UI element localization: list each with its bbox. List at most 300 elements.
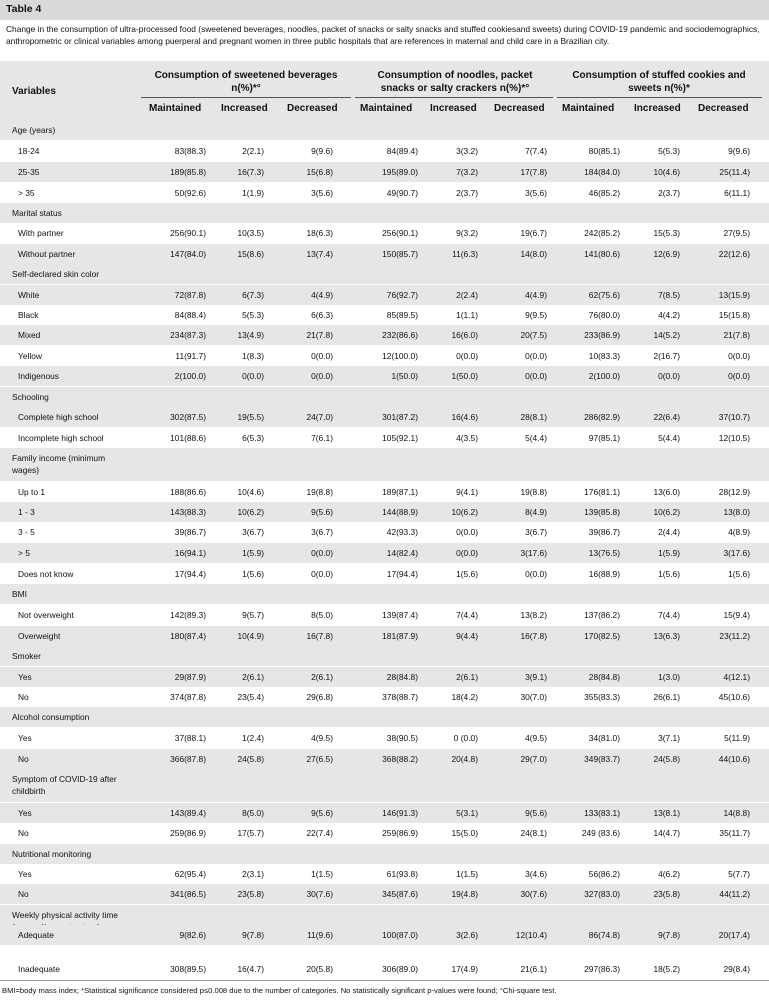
- table-cell: 3(3.2): [456, 145, 478, 156]
- table-row: [0, 285, 769, 305]
- table-cell: 14(5.2): [653, 329, 680, 340]
- table-cell: 18(6.3): [306, 227, 333, 238]
- table-row: [0, 564, 769, 584]
- row-label: > 35: [18, 187, 35, 198]
- table-cell: 256(90.1): [170, 227, 206, 238]
- table-cell: 72(87.8): [174, 289, 206, 300]
- table-cell: 1(1.5): [311, 868, 333, 879]
- table-cell: 22(6.4): [653, 411, 680, 422]
- group-underline: [355, 97, 553, 98]
- table-cell: 2(100.0): [588, 370, 620, 381]
- table-cell: 9(82.6): [179, 929, 206, 940]
- group-underline: [141, 97, 351, 98]
- table-cell: 24(7.0): [306, 411, 333, 422]
- table-cell: 19(8.8): [306, 486, 333, 497]
- table-cell: 141(80.6): [584, 248, 620, 259]
- table-cell: 37(88.1): [174, 732, 206, 743]
- section-row: [0, 387, 769, 407]
- table-cell: 4(9.5): [311, 732, 333, 743]
- table-cell: 86(74.8): [588, 929, 620, 940]
- table-cell: 1(5.6): [456, 568, 478, 579]
- table-cell: 7(4.4): [658, 609, 680, 620]
- table-cell: 20(4.8): [451, 753, 478, 764]
- row-label: Not overweight: [18, 609, 74, 620]
- section-row: [0, 769, 769, 802]
- table-cell: 84(89.4): [386, 145, 418, 156]
- table-cell: 76(80.0): [588, 309, 620, 320]
- group-header-noodles: [355, 69, 555, 95]
- table-cell: 9(5.7): [242, 609, 264, 620]
- table-cell: 30(7.0): [520, 691, 547, 702]
- group-header-cookies: [556, 69, 762, 95]
- table-cell: 13(15.9): [718, 289, 750, 300]
- table-cell: 83(88.3): [174, 145, 206, 156]
- section-row: [0, 264, 769, 284]
- table-cell: 16(94.1): [174, 547, 206, 558]
- sub-header: Decreased: [287, 103, 338, 114]
- row-label: Yes: [18, 868, 32, 879]
- row-label: Schooling: [12, 391, 49, 402]
- table-cell: 4(6.2): [658, 868, 680, 879]
- table-cell: 189(87.1): [382, 486, 418, 497]
- sub-header: Decreased: [698, 103, 749, 114]
- table-cell: 1(50.0): [391, 370, 418, 381]
- table-footnote: BMI=body mass index; *Statistical significance considered p≤0.008 due to the number of categories. No statistically significant p-values were found; °Chi-square test.: [2, 986, 557, 995]
- table-cell: 24(5.8): [653, 753, 680, 764]
- table-cell: 20(17.4): [718, 929, 750, 940]
- table-cell: 366(87.8): [170, 753, 206, 764]
- table-title: Table 4: [6, 3, 42, 15]
- row-label: Inadequate: [18, 963, 60, 974]
- table-cell: 21(6.1): [520, 963, 547, 974]
- table-cell: 195(89.0): [382, 166, 418, 177]
- table-cell: 249 (83.6): [581, 827, 620, 838]
- table-cell: 80(85.1): [588, 145, 620, 156]
- table-cell: 2(6.1): [311, 671, 333, 682]
- section-row: [0, 646, 769, 666]
- table-cell: 139(85.8): [584, 506, 620, 517]
- row-label: Mixed: [18, 329, 41, 340]
- group-header-line: snacks or salty crackers n(%)*°: [380, 83, 530, 94]
- row-label: Incomplete high school: [18, 432, 104, 443]
- row-label: Self-declared skin color: [12, 268, 100, 279]
- row-label: Alcohol consumption: [12, 711, 90, 722]
- table-cell: 7(7.4): [525, 145, 547, 156]
- table-cell: 16(88.9): [588, 568, 620, 579]
- sub-header: Maintained: [562, 103, 615, 114]
- table-cell: 2(2.1): [242, 145, 264, 156]
- table-cell: 25(11.4): [719, 166, 750, 177]
- table-cell: 4(3.5): [456, 432, 478, 443]
- group-header-line: Consumption of sweetened beverages: [154, 70, 338, 81]
- table-cell: 3(17.6): [723, 547, 750, 558]
- table-row: [0, 407, 769, 427]
- table-cell: 4(4.9): [311, 289, 333, 300]
- table-cell: 15(8.6): [237, 248, 264, 259]
- table-cell: 8(5.0): [242, 807, 264, 818]
- table-cell: 259(86.9): [382, 827, 418, 838]
- table-cell: 189(85.8): [170, 166, 206, 177]
- table-cell: 22(12.6): [718, 248, 750, 259]
- group-header-beverages: [140, 69, 352, 95]
- table-cell: 327(83.0): [584, 888, 620, 899]
- table-row: [0, 823, 769, 843]
- table-cell: 39(86.7): [588, 526, 620, 537]
- table-cell: 2(3.7): [456, 187, 478, 198]
- table-cell: 15(5.3): [653, 227, 680, 238]
- table-row: [0, 305, 769, 325]
- table-cell: 1(5.6): [728, 568, 750, 579]
- table-row: [0, 366, 769, 386]
- table-cell: 3(9.1): [525, 671, 547, 682]
- table-cell: 13(8.2): [520, 609, 547, 620]
- table-cell: 14(82.4): [386, 547, 418, 558]
- table-cell: 27(6.5): [306, 753, 333, 764]
- table-cell: 5(11.9): [724, 732, 750, 743]
- table-cell: 19(8.8): [520, 486, 547, 497]
- table-cell: 1(8.3): [242, 350, 264, 361]
- table-cell: 44(10.6): [718, 753, 750, 764]
- table-cell: 4(8.9): [728, 526, 750, 537]
- table-cell: 15(5.0): [451, 827, 478, 838]
- table-cell: 19(4.8): [451, 888, 478, 899]
- table-cell: 3(6.7): [311, 526, 333, 537]
- section-row: [0, 707, 769, 727]
- table-cell: 12(6.9): [653, 248, 680, 259]
- group-header-line: n(%)*°: [231, 83, 261, 94]
- table-cell: 85(89.5): [386, 309, 418, 320]
- table-cell: 20(7.5): [520, 329, 547, 340]
- table-cell: 3(5.6): [311, 187, 333, 198]
- group-header-line: sweets n(%)*: [628, 83, 690, 94]
- table-cell: 4(4.9): [525, 289, 547, 300]
- table-cell: 24(5.8): [237, 753, 264, 764]
- row-label: 18-24: [18, 145, 40, 156]
- table-cell: 0(0.0): [525, 568, 547, 579]
- table-cell: 17(5.7): [237, 827, 264, 838]
- table-cell: 21(7.8): [723, 329, 750, 340]
- row-label: Smoker: [12, 650, 41, 661]
- table-cell: 13(4.9): [237, 329, 264, 340]
- table-row: [0, 141, 769, 161]
- table-cell: 42(93.3): [386, 526, 418, 537]
- table-cell: 170(82.5): [584, 630, 620, 641]
- sub-header: Increased: [634, 103, 681, 114]
- table-cell: 308(89.5): [170, 963, 206, 974]
- table-cell: 50(92.6): [174, 187, 206, 198]
- row-label: Age (years): [12, 124, 56, 135]
- table-cell: 5(4.4): [525, 432, 547, 443]
- table-cell: 302(87.5): [170, 411, 206, 422]
- table-row: [0, 687, 769, 707]
- table-cell: 19(5.5): [237, 411, 264, 422]
- table-cell: 39(86.7): [174, 526, 206, 537]
- table-cell: 23(5.4): [237, 691, 264, 702]
- table-cell: 13(6.3): [653, 630, 680, 641]
- table-cell: 45(10.6): [718, 691, 750, 702]
- table-cell: 2(6.1): [242, 671, 264, 682]
- table-cell: 44(11.2): [719, 888, 750, 899]
- table-cell: 28(12.9): [718, 486, 750, 497]
- row-label: Yellow: [18, 350, 42, 361]
- table-row: [0, 346, 769, 366]
- table-cell: 26(6.1): [653, 691, 680, 702]
- table-row: [0, 223, 769, 243]
- table-cell: 10(83.3): [588, 350, 620, 361]
- table-cell: 0(0.0): [525, 350, 547, 361]
- table-cell: 1(3.0): [658, 671, 680, 682]
- table-cell: 7(3.2): [456, 166, 478, 177]
- table-row: [0, 325, 769, 345]
- table-cell: 232(86.6): [382, 329, 418, 340]
- table-cell: 17(7.8): [520, 166, 547, 177]
- table-cell: 56(86.2): [588, 868, 620, 879]
- table-cell: 1(1.5): [456, 868, 478, 879]
- table-cell: 28(84.8): [386, 671, 418, 682]
- table-cell: 181(87.9): [382, 630, 418, 641]
- table-cell: 233(86.9): [584, 329, 620, 340]
- table-cell: 13(7.4): [306, 248, 333, 259]
- table-cell: 2(3.7): [658, 187, 680, 198]
- table-row: [0, 428, 769, 448]
- table-cell: 10(4.6): [653, 166, 680, 177]
- table-cell: 5(4.4): [658, 432, 680, 443]
- row-label: Overweight: [18, 630, 61, 641]
- row-label: Yes: [18, 671, 32, 682]
- table-cell: 29(6.8): [306, 691, 333, 702]
- table-cell: 27(9.5): [723, 227, 750, 238]
- table-cell: 16(4.7): [237, 963, 264, 974]
- table-row: [0, 884, 769, 904]
- table-cell: 137(86.2): [584, 609, 620, 620]
- table-cell: 180(87.4): [170, 630, 206, 641]
- table-cell: 188(86.6): [170, 486, 206, 497]
- table-cell: 24(8.1): [520, 827, 547, 838]
- table-cell: 3(4.6): [525, 868, 547, 879]
- table-cell: 1(1.9): [242, 187, 264, 198]
- table-cell: 0(0.0): [311, 547, 333, 558]
- table-cell: 12(10.4): [515, 929, 547, 940]
- table-cell: 14(8.8): [723, 807, 750, 818]
- table-cell: 10(6.2): [237, 506, 264, 517]
- table-row: [0, 502, 769, 522]
- table-cell: 234(87.3): [170, 329, 206, 340]
- group-header-line: Consumption of stuffed cookies and: [572, 70, 746, 81]
- table-cell: 0(0.0): [728, 350, 750, 361]
- table-cell: 6(5.3): [242, 432, 264, 443]
- table-cell: 10(6.2): [653, 506, 680, 517]
- row-label: Complete high school: [18, 411, 99, 422]
- table-cell: 97(85.1): [588, 432, 620, 443]
- table-cell: 9(3.2): [456, 227, 478, 238]
- table-cell: 6(11.1): [724, 187, 750, 198]
- section-row: [0, 120, 769, 140]
- table-cell: 10(3.5): [237, 227, 264, 238]
- sub-header: Maintained: [360, 103, 413, 114]
- table-cell: 0(0.0): [311, 370, 333, 381]
- table-cell: 30(7.6): [520, 888, 547, 899]
- table-cell: 23(5.8): [237, 888, 264, 899]
- table-cell: 11(91.7): [175, 350, 206, 361]
- table-cell: 4(9.5): [525, 732, 547, 743]
- table-cell: 142(89.3): [170, 609, 206, 620]
- table-cell: 1(5.6): [242, 568, 264, 579]
- table-cell: 1(50.0): [451, 370, 478, 381]
- table-cell: 20(5.8): [306, 963, 333, 974]
- table-cell: 9(9.5): [525, 309, 547, 320]
- table-cell: 19(6.7): [520, 227, 547, 238]
- table-cell: 10(4.9): [237, 630, 264, 641]
- table-cell: 7(6.1): [311, 432, 333, 443]
- table-cell: 23(11.2): [719, 630, 750, 641]
- row-label: No: [18, 753, 29, 764]
- row-label: Family income (minimum wages): [12, 453, 106, 475]
- table-row: [0, 925, 769, 945]
- row-label: 25-35: [18, 166, 40, 177]
- table-row: [0, 749, 769, 769]
- table-cell: 3(5.6): [525, 187, 547, 198]
- table-cell: 29(8.4): [723, 963, 750, 974]
- table-cell: 13(76.5): [588, 547, 620, 558]
- table-cell: 345(87.6): [382, 888, 418, 899]
- table-cell: 2(100.0): [174, 370, 206, 381]
- table-cell: 62(95.4): [174, 868, 206, 879]
- table-cell: 139(87.4): [382, 609, 418, 620]
- table-cell: 3(17.6): [520, 547, 547, 558]
- table-caption: Change in the consumption of ultra-processed food (sweetened beverages, noodles, packet of snacks or salty snacks and stuffed cookiesand sweets) during COVID-19 pandemic and sociodemographics, anthropometric or clinical variables among puerperal and pregnant women in three public hospitals that are references in maternal and child care in a Brazilian city.: [6, 24, 760, 47]
- table-cell: 29(87.9): [174, 671, 206, 682]
- table-cell: 6(6.3): [311, 309, 333, 320]
- table-cell: 1(5.6): [658, 568, 680, 579]
- table-cell: 5(5.3): [658, 145, 680, 156]
- table-cell: 105(92.1): [382, 432, 418, 443]
- row-label: White: [18, 289, 40, 300]
- table-cell: 0(0.0): [658, 370, 680, 381]
- table-row: [0, 162, 769, 182]
- table-cell: 256(90.1): [382, 227, 418, 238]
- table-cell: 7(4.4): [456, 609, 478, 620]
- row-label: No: [18, 888, 29, 899]
- table-cell: 301(87.2): [382, 411, 418, 422]
- table-cell: 306(89.0): [382, 963, 418, 974]
- table-cell: 16(4.6): [451, 411, 478, 422]
- table-cell: 286(82.9): [584, 411, 620, 422]
- table-cell: 3(7.1): [658, 732, 680, 743]
- group-underline: [557, 97, 762, 98]
- table-cell: 368(88.2): [382, 753, 418, 764]
- table-cell: 133(83.1): [584, 807, 620, 818]
- table-cell: 143(89.4): [170, 807, 206, 818]
- table-cell: 16(6.0): [451, 329, 478, 340]
- row-label: > 5: [18, 547, 30, 558]
- table-cell: 242(85.2): [584, 227, 620, 238]
- table-cell: 17(94.4): [386, 568, 418, 579]
- table-cell: 0(0.0): [456, 526, 478, 537]
- table-cell: 15(6.8): [306, 166, 333, 177]
- table-cell: 100(87.0): [382, 929, 418, 940]
- table-cell: 35(11.7): [719, 827, 750, 838]
- table-cell: 62(75.6): [588, 289, 620, 300]
- table-cell: 0(0.0): [456, 547, 478, 558]
- table-row: [0, 667, 769, 687]
- table-cell: 150(85.7): [382, 248, 418, 259]
- table-cell: 5(5.3): [242, 309, 264, 320]
- table-cell: 9(7.8): [658, 929, 680, 940]
- table-cell: 9(5.6): [311, 506, 333, 517]
- sub-header: Maintained: [149, 103, 202, 114]
- table-cell: 17(4.9): [451, 963, 478, 974]
- table-cell: 259(86.9): [170, 827, 206, 838]
- table-cell: 297(86.3): [584, 963, 620, 974]
- sub-header: Increased: [430, 103, 477, 114]
- table-cell: 34(81.0): [588, 732, 620, 743]
- table-cell: 11(9.6): [307, 929, 333, 940]
- table-cell: 4(12.1): [723, 671, 750, 682]
- table-cell: 28(8.1): [520, 411, 547, 422]
- table-cell: 374(87.8): [170, 691, 206, 702]
- table-row: [0, 543, 769, 563]
- table-cell: 378(88.7): [382, 691, 418, 702]
- table-cell: 9(9.6): [728, 145, 750, 156]
- table-cell: 0(0.0): [311, 350, 333, 361]
- table-row: [0, 728, 769, 748]
- section-row: [0, 844, 769, 864]
- table-cell: 3(6.7): [242, 526, 264, 537]
- table-cell: 28(84.8): [588, 671, 620, 682]
- table-cell: 1(5.9): [242, 547, 264, 558]
- table-cell: 18(4.2): [451, 691, 478, 702]
- row-label: Indigenous: [18, 370, 59, 381]
- table-cell: 76(92.7): [386, 289, 418, 300]
- table-cell: 0 (0.0): [453, 732, 478, 743]
- table-cell: 3(2.6): [456, 929, 478, 940]
- section-row: [0, 448, 769, 481]
- table-cell: 13(8.0): [723, 506, 750, 517]
- table-cell: 15(9.4): [723, 609, 750, 620]
- row-label: Nutritional monitoring: [12, 848, 92, 859]
- table-cell: 29(7.0): [520, 753, 547, 764]
- group-header-line: Consumption of noodles, packet: [377, 70, 533, 81]
- variables-header: Variables: [12, 86, 56, 97]
- table-row: [0, 482, 769, 502]
- table-cell: 355(83.3): [584, 691, 620, 702]
- row-label: 3 - 5: [18, 526, 35, 537]
- table-cell: 16(7.8): [520, 630, 547, 641]
- row-label: Yes: [18, 732, 32, 743]
- table-cell: 7(8.5): [658, 289, 680, 300]
- table-row: [0, 244, 769, 264]
- table-cell: 9(5.6): [311, 807, 333, 818]
- table-cell: 49(90.7): [386, 187, 418, 198]
- sub-header: Increased: [221, 103, 268, 114]
- section-row: [0, 584, 769, 604]
- table-cell: 1(2.4): [242, 732, 264, 743]
- table-cell: 1(5.9): [658, 547, 680, 558]
- table-row: [0, 605, 769, 625]
- table-cell: 13(8.1): [653, 807, 680, 818]
- table-cell: 0(0.0): [456, 350, 478, 361]
- table-cell: 38(90.5): [386, 732, 418, 743]
- row-label: Adequate: [18, 929, 54, 940]
- table-cell: 61(93.8): [386, 868, 418, 879]
- table-cell: 9(4.4): [456, 630, 478, 641]
- table-cell: 16(7.8): [306, 630, 333, 641]
- table-cell: 6(7.3): [242, 289, 264, 300]
- table-cell: 4(4.2): [658, 309, 680, 320]
- table-cell: 0(0.0): [242, 370, 264, 381]
- table-title-bar: [0, 0, 769, 20]
- table-cell: 46(85.2): [588, 187, 620, 198]
